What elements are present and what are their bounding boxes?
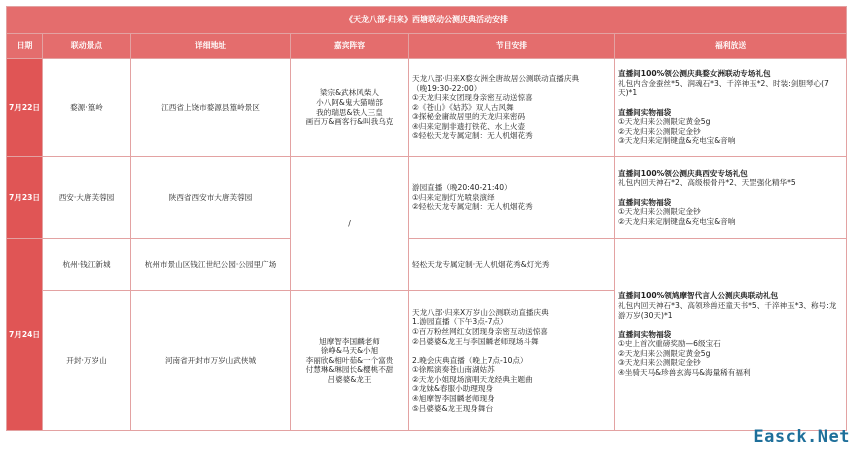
benefit-heading: 直播间100%领鸠摩智代言人公测庆典联动礼包 <box>618 291 779 301</box>
program-line: （晚19:30-22:00） <box>412 83 482 93</box>
program-line: ④归来定制非遗打铁花、水上火壶 <box>412 121 526 131</box>
program-line: 1.游园直播（下午3点-7点） <box>412 317 508 327</box>
program-line: ①徐熙演奏苍山南湖姑苏 <box>412 365 495 375</box>
program-line: ②《苍山》《姑苏》双人古风舞 <box>412 102 514 112</box>
benefit-line: ②天龙归来定制键盘&充电宝&音响 <box>618 216 736 226</box>
program-cell: 轻松天龙专属定制·无人机烟花秀&灯光秀 <box>409 239 615 291</box>
header-address: 详细地址 <box>131 34 291 59</box>
table-row <box>7 59 847 157</box>
table-row <box>7 239 847 291</box>
benefit-line: 礼包内回天神石*2、高级根骨丹*2、天罡强化精华*5 <box>618 178 796 188</box>
program-line: ①天龙归来女团现身亲密互动送惊喜 <box>412 93 533 103</box>
guests-cell <box>291 59 409 157</box>
spot-cell: 西安·大唐芙蓉园 <box>43 157 131 239</box>
benefit-line: ①史上首次重磅奖励—6级宝石 <box>618 339 721 349</box>
guest-line: 李丽欣&相叶茹&一个富贵 <box>305 355 394 365</box>
header-date: 日期 <box>7 34 43 59</box>
program-line: ①百万粉丝网红女团现身亲密互动送惊喜 <box>412 326 548 336</box>
benefit-heading: 直播间实物福袋 <box>618 329 672 339</box>
program-line: 2.晚会庆典直播（晚上7点-10点） <box>412 355 528 365</box>
program-line: 天龙八部·归来X万岁山公测联动直播庆典 <box>412 307 549 317</box>
benefit-line: 礼包内回天神石*3、高领珍兽还童天书*5、千淬神玉*3、称号:龙游万岁(30天)*1 <box>618 300 837 320</box>
header-guests: 嘉宾阵容 <box>291 34 409 59</box>
benefit-line: ③天龙归来公测限定金钞 <box>618 358 701 368</box>
spot-cell: 杭州·钱江新城 <box>43 239 131 291</box>
benefit-line: ④坐骑天马&珍兽玄海马&海量稀有福利 <box>618 368 751 378</box>
guest-line: 旭摩智李国麟老师 <box>319 336 380 346</box>
benefit-line: ①天龙归来公测限定黄金5g <box>618 117 711 127</box>
benefits-cell <box>615 59 847 157</box>
guests-cell: / <box>291 157 409 291</box>
guest-line: 小八阿&鬼大猫喵部 <box>316 97 383 107</box>
program-line: ②轻松天龙专属定制：无人机烟花秀 <box>412 202 533 212</box>
benefit-line: 礼包内含金蚕丝*5、润魂石*3、千淬神玉*2、时装:剑胆琴心(7天)*1 <box>618 78 829 98</box>
benefits-cell <box>615 239 847 431</box>
benefit-heading: 直播间实物福袋 <box>618 197 672 207</box>
program-line: ③探秘金庸故居里的天龙归来密码 <box>412 112 526 122</box>
program-line: ④旭摩智李国麟老师现身 <box>412 394 495 404</box>
guest-line: 徐峥&马天&小旭 <box>320 346 379 356</box>
table-title: 《天龙八部·归来》西塘联动公测庆典活动安排 <box>7 7 847 34</box>
benefit-heading: 直播间100%领公测庆典婺女洲联动专场礼包 <box>618 69 771 79</box>
program-line: ②天龙小姐现场演唱天龙经典主题曲 <box>412 374 533 384</box>
table-row <box>7 157 847 239</box>
program-line: 天龙八部·归来X婺女洲全唐故居公测联动直播庆典 <box>412 73 580 83</box>
schedule-table <box>6 6 847 431</box>
guest-line: 我的瑞思&铁人三皇 <box>316 107 383 117</box>
header-benefits: 福利放送 <box>615 34 847 59</box>
guest-line: 梁宗&武林风柴人 <box>319 88 380 98</box>
header-program: 节目安排 <box>409 34 615 59</box>
program-line: ②吕婆婆&龙王与李国麟老师现场斗舞 <box>412 336 539 346</box>
date-cell: 7月23日 <box>7 157 43 239</box>
benefit-spacer <box>618 188 843 198</box>
guest-line: 吕婆婆&龙王 <box>327 374 372 384</box>
benefit-spacer <box>618 320 843 330</box>
benefit-line: ②天龙归来公测限定金钞 <box>618 126 701 136</box>
guest-line: 付慧琳&琳园长&樱桃不甜 <box>305 365 394 375</box>
guest-line: 画百万&画客行&叫我乌克 <box>305 117 394 127</box>
program-cell <box>409 157 615 239</box>
program-line: ③龙妹&春服小助理现身 <box>412 384 494 394</box>
benefit-heading: 直播间100%领公测庆典西安专场礼包 <box>618 168 748 178</box>
header-spot: 联动景点 <box>43 34 131 59</box>
benefit-line: ①天龙归来公测限定金钞 <box>618 207 701 217</box>
watermark-logo: Easck.Net <box>753 427 850 447</box>
program-line: ⑤吕婆婆&龙王现身舞台 <box>412 403 494 413</box>
benefit-line: ②天龙归来公测限定黄金5g <box>618 348 711 358</box>
date-cell: 7月24日 <box>7 239 43 431</box>
benefit-spacer <box>618 98 843 108</box>
address-cell: 河南省开封市万岁山武侠城 <box>131 291 291 431</box>
benefit-heading: 直播间实物福袋 <box>618 107 672 117</box>
address-cell: 陕西省西安市大唐芙蓉园 <box>131 157 291 239</box>
benefits-cell <box>615 157 847 239</box>
program-line: 游园直播（晚20:40-21:40） <box>412 183 512 193</box>
program-line: ⑤轻松天龙专属定制：无人机烟花秀 <box>412 131 533 141</box>
guests-cell <box>291 291 409 431</box>
date-cell: 7月22日 <box>7 59 43 157</box>
program-line: ①归来定制灯光喷泉演绎 <box>412 192 495 202</box>
address-cell: 杭州市景山区钱江世纪公园·公园里广场 <box>131 239 291 291</box>
program-cell <box>409 59 615 157</box>
benefit-line: ③天龙归来定制键盘&充电宝&音响 <box>618 136 736 146</box>
program-cell <box>409 291 615 431</box>
address-cell: 江西省上饶市婺源县篁岭景区 <box>131 59 291 157</box>
spot-cell: 开封·万岁山 <box>43 291 131 431</box>
program-spacer <box>412 346 611 356</box>
spot-cell: 婺源·篁岭 <box>43 59 131 157</box>
